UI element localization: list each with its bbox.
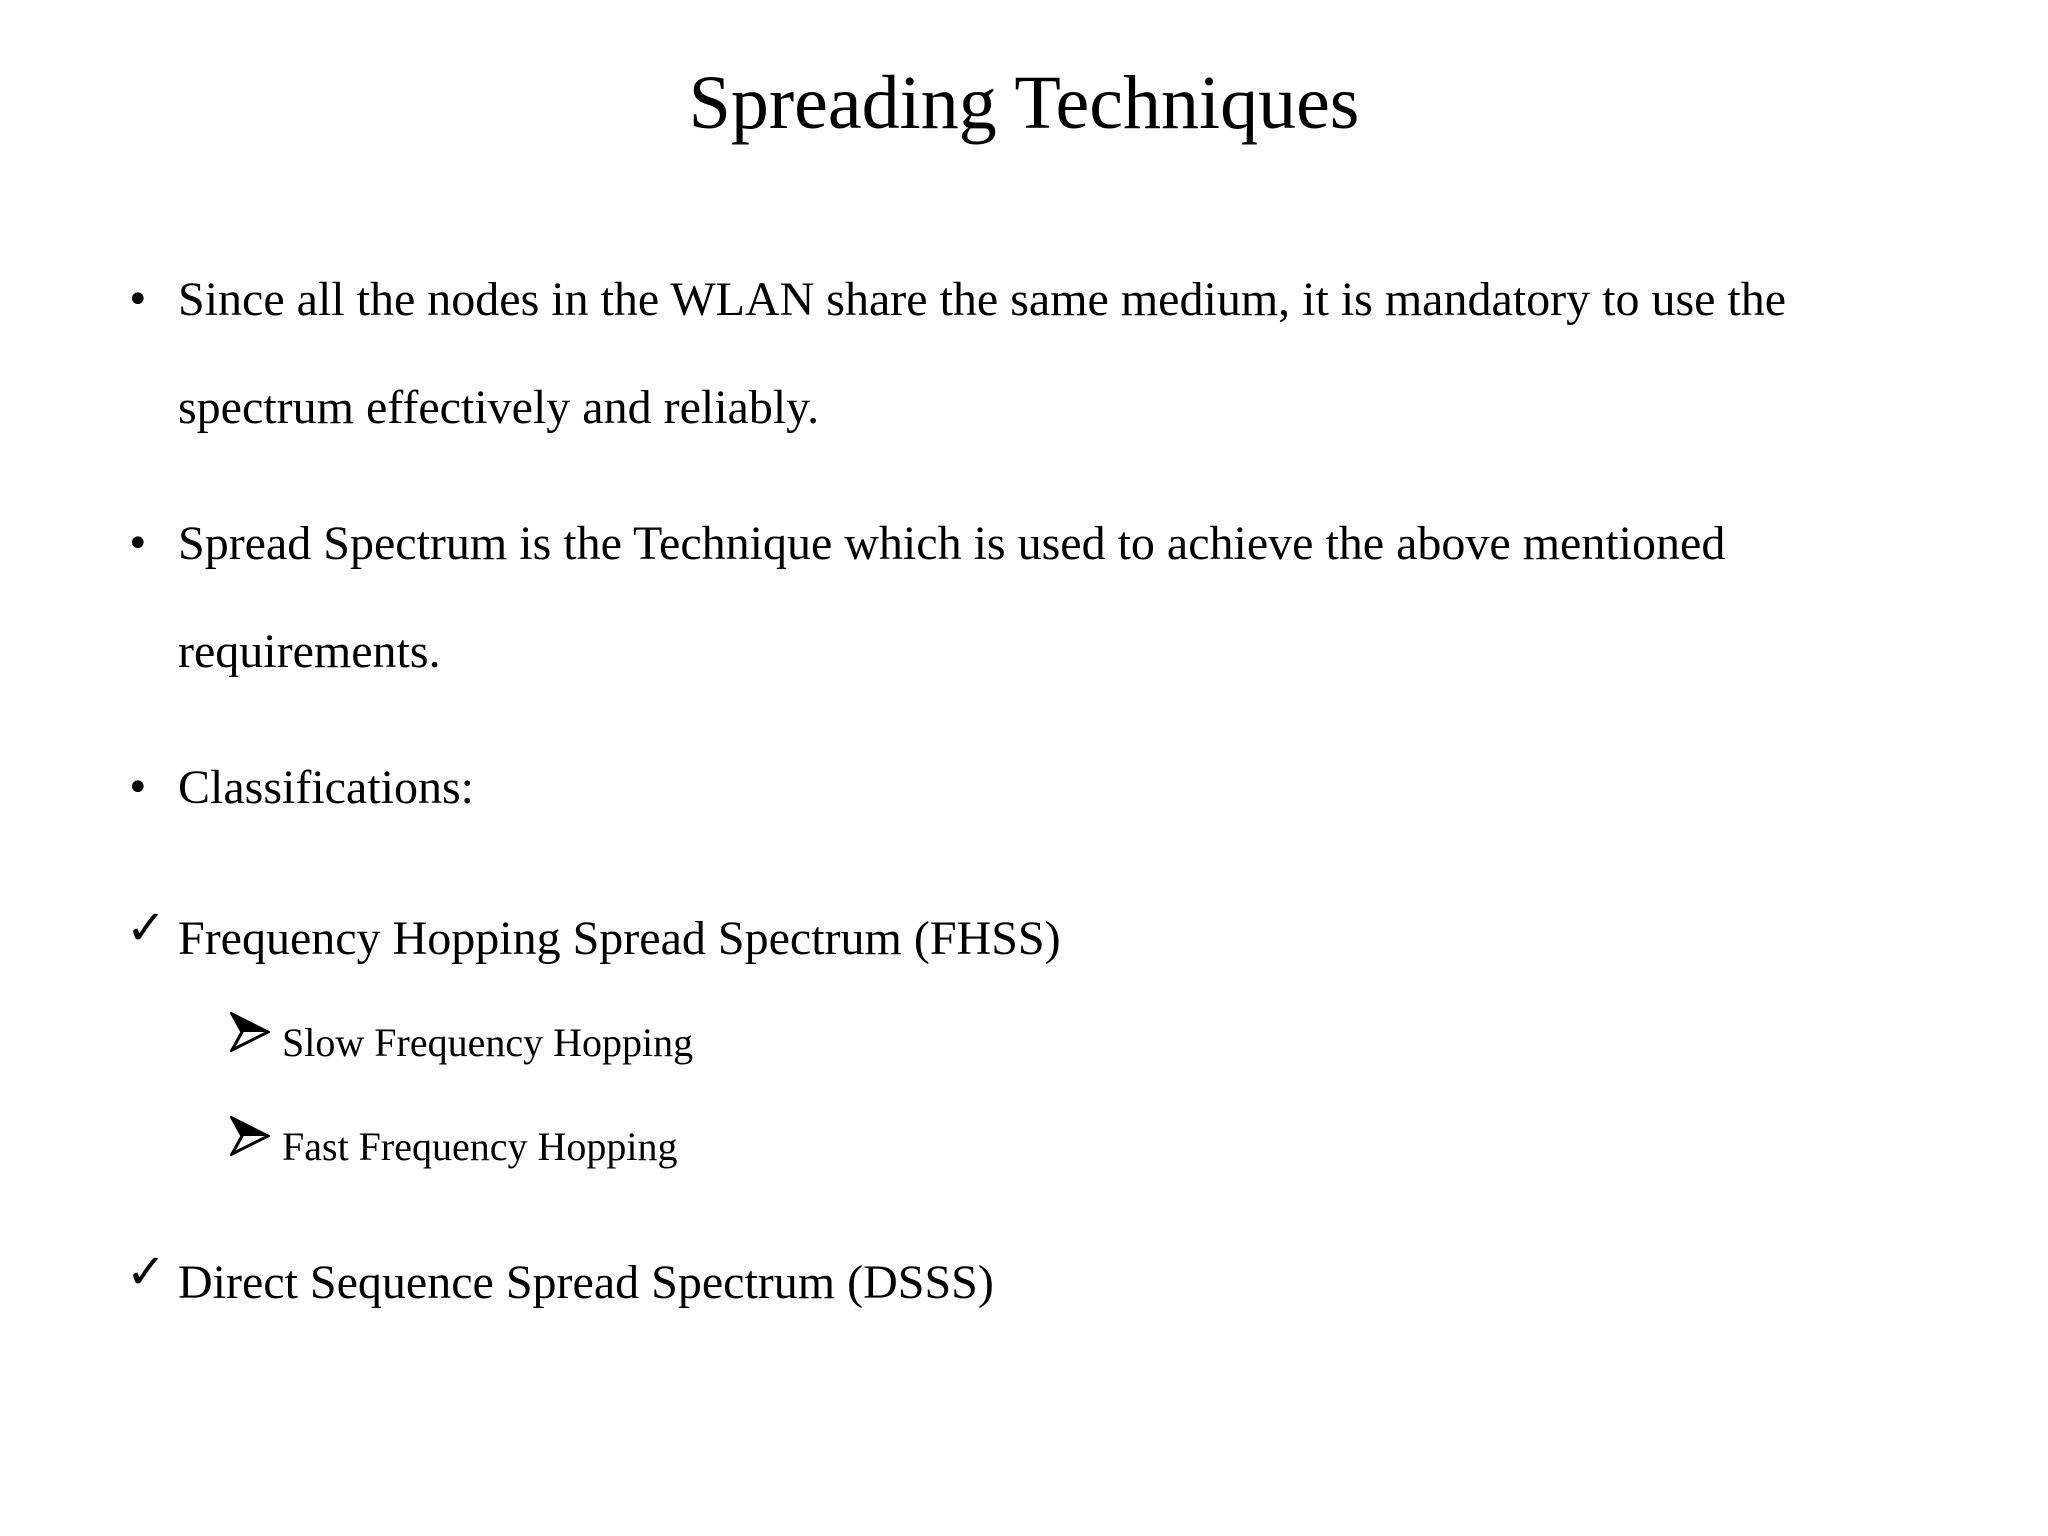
bullet-dot-icon: • bbox=[126, 521, 150, 567]
bullet-text-line: spectrum effectively and reliably. bbox=[178, 381, 820, 434]
arrowhead-icon bbox=[230, 1116, 282, 1156]
classification-label: Frequency Hopping Spread Spectrum (FHSS) bbox=[178, 912, 1061, 965]
subitem-fast-frequency-hopping bbox=[230, 1116, 678, 1173]
subitem-label: Slow Frequency Hopping bbox=[282, 1020, 694, 1065]
bullet-item-shared-medium bbox=[126, 246, 1786, 462]
subitem-label: Fast Frequency Hopping bbox=[282, 1124, 678, 1169]
bullet-text-line: Classifications: bbox=[178, 761, 474, 814]
bullet-item-classifications bbox=[126, 734, 474, 842]
arrowhead-icon bbox=[230, 1012, 282, 1052]
bullet-dot-icon: • bbox=[126, 765, 150, 811]
bullet-dot-icon: • bbox=[126, 277, 150, 323]
bullet-item-spread-spectrum bbox=[126, 490, 1725, 706]
classification-label: Direct Sequence Spread Spectrum (DSSS) bbox=[178, 1256, 994, 1309]
checkmark-icon: ✓ bbox=[126, 900, 167, 956]
slide-title: Spreading Techniques bbox=[688, 61, 1360, 145]
subitem-slow-frequency-hopping bbox=[230, 1012, 693, 1069]
bullet-text-line: requirements. bbox=[178, 625, 441, 678]
classification-dsss bbox=[126, 1242, 994, 1313]
checkmark-icon: ✓ bbox=[126, 1244, 167, 1300]
bullet-text-line: Since all the nodes in the WLAN share the same medium, it is mandatory to use the bbox=[178, 273, 1787, 326]
bullet-text-line: Spread Spectrum is the Technique which is used to achieve the above mentioned bbox=[178, 517, 1726, 570]
classification-fhss bbox=[126, 898, 1061, 969]
